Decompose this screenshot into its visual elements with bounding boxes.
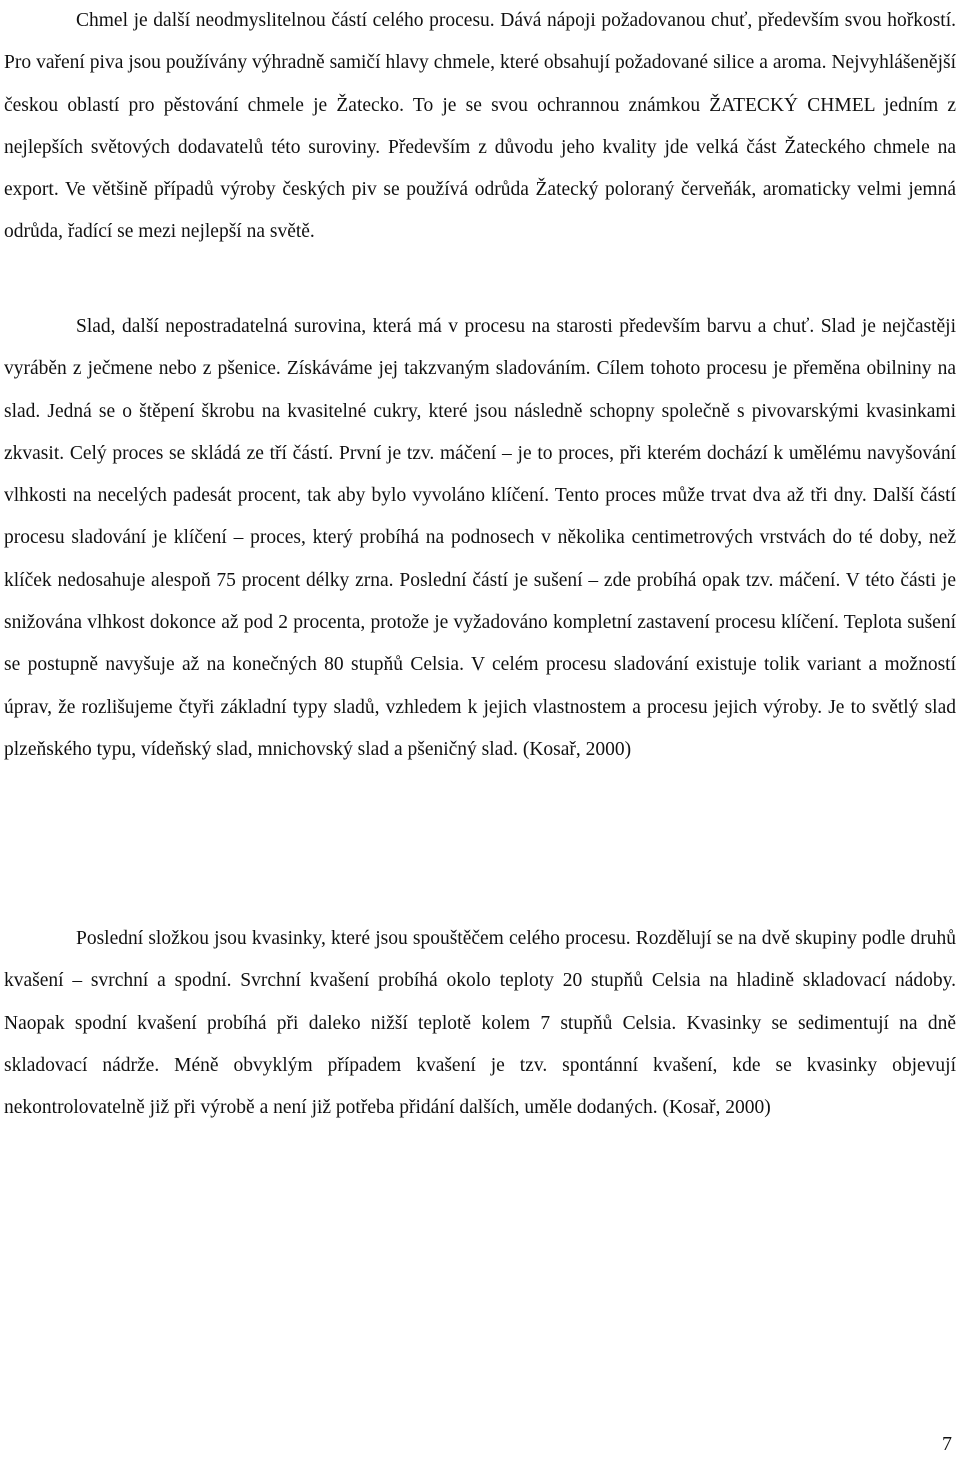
paragraph-yeast: Poslední složkou jsou kvasinky, které jsou spouštěčem celého procesu. Rozdělují se na dvě skupiny podle druhů kvašení – svrchní a spodní. Svrchní kvašení probíhá okolo teploty 20 stupňů Celsia na hladině skladovací nádoby. Naopak spodní kvašení probíhá při daleko nižší teplotě kolem 7 stupňů Celsia. Kvasinky se sedimentují na dně skladovací nádrže. Méně obvyklým případem kvašení je tzv. spontánní kvašení, kde se kvasinky objevují nekontrolovatelně již při výrobě a není již potřeba přidání dalších, uměle dodaných. (Kosař, 2000) [4, 928, 956, 1119]
document-page [4, 0, 956, 1465]
paragraph-malt: Slad, další nepostradatelná surovina, která má v procesu na starosti především barvu a chuť. Slad je nejčastěji vyráběn z ječmene nebo z pšenice. Získáváme jej takzvaným sladováním. Cílem tohoto procesu je přeměna obilniny na slad. Jedná se o štěpení škrobu na kvasitelné cukry, které jsou následně schopny společně s pivovarskými kvasinkami zkvasit. Celý proces se skládá ze tří částí. První je tzv. máčení – je to proces, při kterém dochází k umělému navyšování vlhkosti na necelých padesát procent, tak aby bylo vyvoláno klíčení. Tento proces může trvat dva až tři dny. Další částí procesu sladování je klíčení – proces, který probíhá na podnosech v několika centimetrových vrstvách do té doby, než klíček nedosahuje alespoň 75 procent délky zrna. Poslední částí je sušení – zde probíhá opak tzv. máčení. V této části je snižována vlhkost dokonce až pod 2 procenta, protože je vyžadováno kompletní zastavení procesu klíčení. Teplota sušení se postupně navyšuje až na konečných 80 stupňů Celsia. V celém procesu sladování existuje tolik variant a možností úprav, že rozlišujeme čtyři základní typy sladů, vzhledem k jejich vlastnostem a procesu jejich výroby. Je to světlý slad plzeňského typu, vídeňský slad, mnichovský slad a pšeničný slad. (Kosař, 2000) [4, 316, 956, 760]
page-number: 7 [942, 1433, 952, 1455]
paragraph-hops: Chmel je další neodmyslitelnou částí celého procesu. Dává nápoji požadovanou chuť, především svou hořkostí. Pro vaření piva jsou používány výhradně samičí hlavy chmele, které obsahují požadované silice a aroma. Nejvyhlášenější českou oblastí pro pěstování chmele je Žatecko. To je se svou ochrannou známkou ŽATECKÝ CHMEL jedním z nejlepších světových dodavatelů této suroviny. Především z důvodu jeho kvality jde velká část Žateckého chmele na export. Ve většině případů výroby českých piv se používá odrůda Žatecký poloraný červeňák, aromaticky velmi jemná odrůda, řadící se mezi nejlepší na světě. [4, 10, 956, 243]
